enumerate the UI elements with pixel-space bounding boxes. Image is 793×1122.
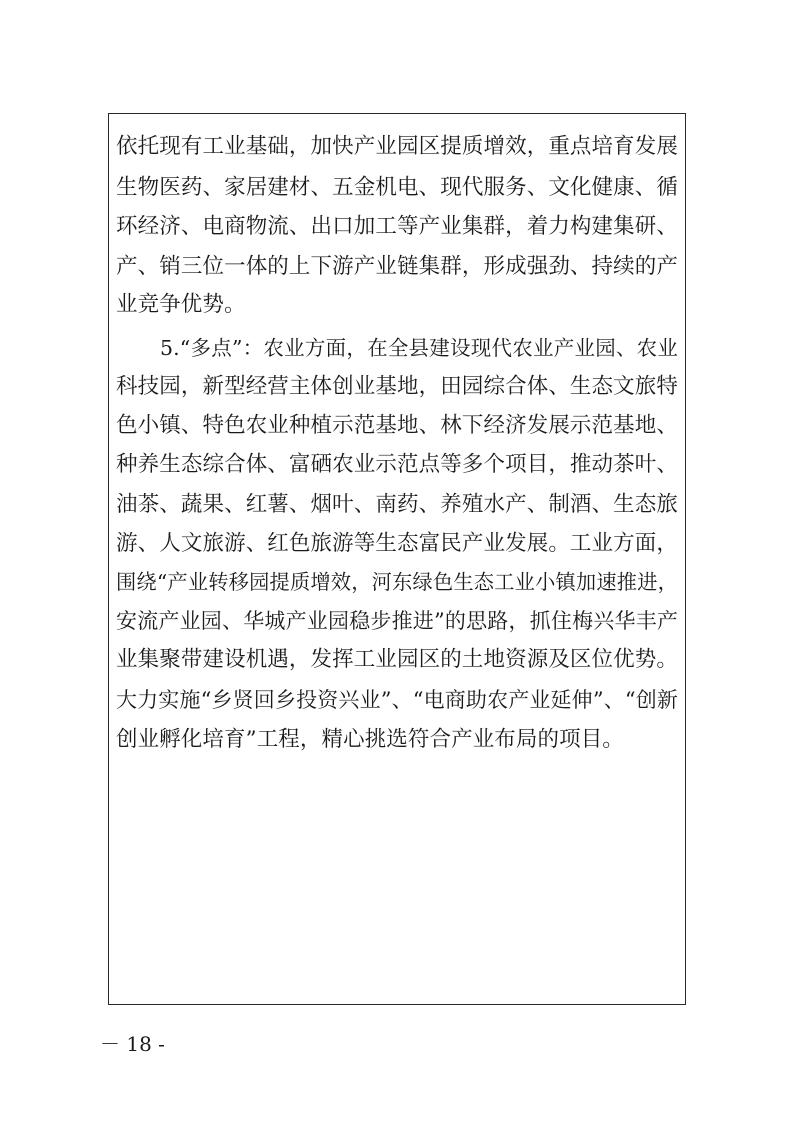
paragraph-line: 围绕“产业转移园提质增效，河东绿色生态工业小镇加速推进， (116, 570, 678, 594)
page-number: － 18 - (100, 1032, 165, 1056)
paragraph-line: 种养生态综合体、富硒农业示范点等多个项目，推动茶叶、 (116, 452, 678, 477)
paragraph-line: 油茶、蔬果、红薯、烟叶、南药、养殖水产、制酒、生态旅 (116, 492, 678, 517)
paragraph-line: 大力实施“乡贤回乡投资兴业”、“电商助农产业延伸”、“创新 (116, 688, 678, 712)
text-box-frame (108, 113, 686, 1005)
paragraph-line: 安流产业园、华城产业园稳步推进”的思路，抓住梅兴华丰产 (116, 609, 678, 633)
paragraph-line: 色小镇、特色农业种植示范基地、林下经济发展示范基地、 (116, 413, 678, 438)
paragraph-line: 生物医药、家居建材、五金机电、现代服务、文化健康、循 (116, 175, 678, 200)
paragraph-line: 依托现有工业基础，加快产业园区提质增效，重点培育发展 (116, 134, 678, 159)
paragraph-line: 业竞争优势。 (116, 292, 246, 317)
paragraph-line: 创业孵化培育”工程，精心挑选符合产业布局的项目。 (116, 727, 624, 752)
paragraph-line: 游、人文旅游、红色旅游等生态富民产业发展。工业方面， (116, 531, 678, 556)
paragraph-line: 科技园，新型经营主体创业基地，田园综合体、生态文旅特 (116, 374, 678, 399)
paragraph-line: 环经济、电商物流、出口加工等产业集群，着力构建集研、 (116, 214, 678, 239)
paragraph-line: 5.“多点”：农业方面，在全县建设现代农业产业园、农业 (160, 336, 678, 360)
paragraph-line: 产、销三位一体的上下游产业链集群，形成强劲、持续的产 (116, 254, 678, 279)
paragraph-line: 业集聚带建设机遇，发挥工业园区的土地资源及区位优势。 (116, 647, 678, 672)
